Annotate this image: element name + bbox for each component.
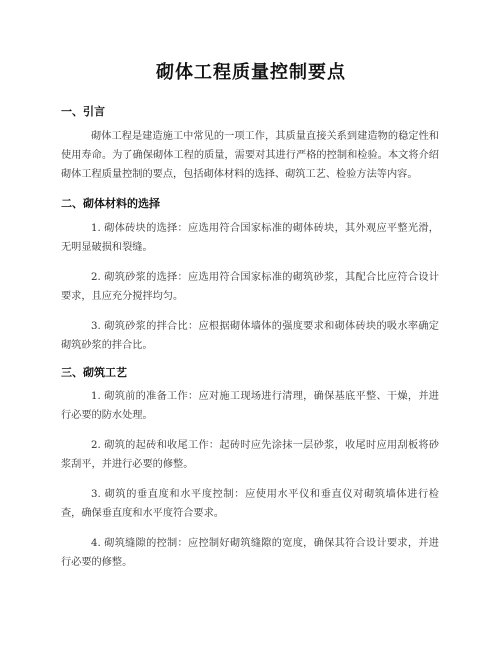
paragraph-process-3: 3. 砌筑的垂直度和水平度控制：应使用水平仪和垂直仪对砌筑墙体进行检查，确保垂直度和水平度符合要求。 xyxy=(61,489,439,519)
paragraph-process-1: 1. 砌筑前的准备工作：应对施工现场进行清理，确保基底平整、干燥，并进行必要的防水处理。 xyxy=(61,391,439,421)
document-title: 砌体工程质量控制要点 xyxy=(156,62,346,83)
paragraph-materials-2: 2. 砌筑砂浆的选择：应选用符合国家标准的砌筑砂浆，其配合比应符合设计要求，且应充分搅拌均匀。 xyxy=(61,272,439,302)
paragraph-materials-1: 1. 砌体砖块的选择：应选用符合国家标准的砌体砖块，其外观应平整光滑，无明显破损和裂缝。 xyxy=(61,223,439,253)
section-heading-introduction: 一、引言 xyxy=(61,105,105,118)
section-heading-materials: 二、砌体材料的选择 xyxy=(61,197,160,210)
paragraph-process-4: 4. 砌筑缝隙的控制：应控制好砌筑缝隙的宽度，确保其符合设计要求，并进行必要的修整。 xyxy=(61,538,439,568)
paragraph-materials-3: 3. 砌筑砂浆的拌合比：应根据砌体墙体的强度要求和砌体砖块的吸水率确定砌筑砂浆的拌合比。 xyxy=(61,321,439,351)
paragraph-introduction: 砌体工程是建造施工中常见的一项工作，其质量直接关系到建造物的稳定性和使用寿命。为了确保砌体工程的质量，需要对其进行严格的控制和检验。本文将介绍砌体工程质量控制的要点，包括砌体材料的选择、砌筑工艺、检验方法等内容。 xyxy=(61,131,439,180)
paragraph-process-2: 2. 砌筑的起砖和收尾工作：起砖时应先涂抹一层砂浆，收尾时应用刮板将砂浆刮平，并进行必要的修整。 xyxy=(61,440,439,470)
section-heading-masonry-process: 三、砌筑工艺 xyxy=(61,366,127,379)
